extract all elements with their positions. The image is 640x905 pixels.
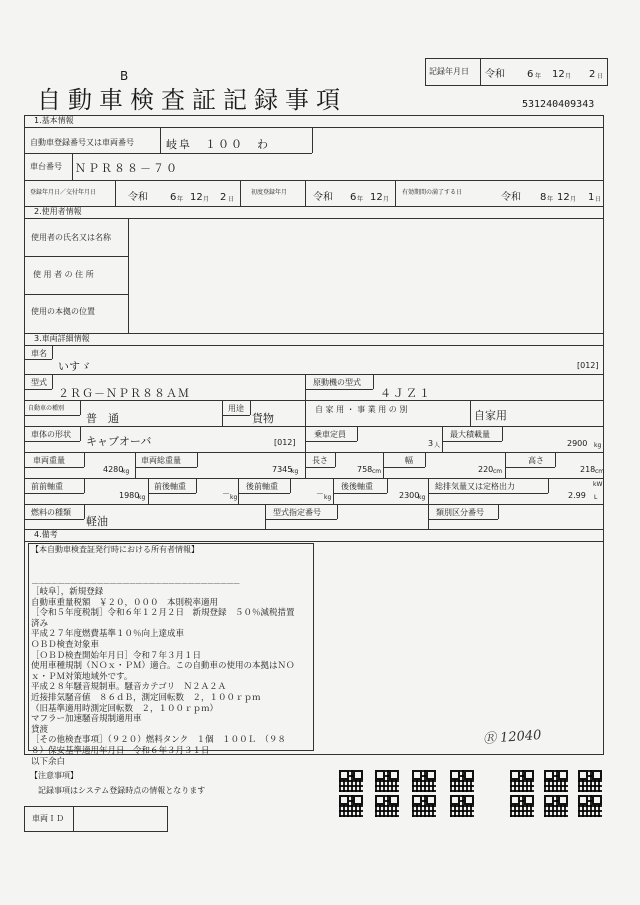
front-rear-axle-label: 前後軸重 xyxy=(154,482,186,491)
displacement-value: 2.99 xyxy=(568,491,586,500)
qr-code-9 xyxy=(510,770,534,792)
rear-rear-axle-unit: kg xyxy=(418,494,426,501)
expiry-y: 年 xyxy=(547,196,554,203)
qr-code-3 xyxy=(412,770,436,792)
body-shape-label: 車体の形状 xyxy=(31,430,71,439)
section-2-heading: 2.使用者情報 xyxy=(34,207,82,216)
section-3-heading: 3.車両詳細情報 xyxy=(34,334,90,343)
remark-line: マフラー加速騒音規制適用車 xyxy=(31,714,142,725)
engine-label: 原動機の型式 xyxy=(313,378,361,387)
expiry-day: 1 xyxy=(588,192,595,203)
reg-date-m: 月 xyxy=(203,196,210,203)
first-reg-month: 12 xyxy=(370,192,383,203)
front-front-axle-unit: kg xyxy=(138,494,146,501)
rear-rear-axle-value: 2300 xyxy=(399,491,420,500)
remarks-lines xyxy=(31,587,321,767)
remark-line: 使用車種規制（ＮＯｘ・ＰＭ）適合。この自動車の使用の本拠はＮＯ xyxy=(31,661,295,672)
length-unit: cm xyxy=(372,468,382,475)
record-date-m: 月 xyxy=(565,73,572,80)
kind-label: 自動車の種別 xyxy=(28,405,65,412)
handwritten-note: Ⓡ 12040 xyxy=(482,727,542,748)
make-label: 車名 xyxy=(31,349,47,358)
rear-front-axle-value: － xyxy=(316,489,324,498)
qr-code-2 xyxy=(375,770,399,792)
page-title: 自動車検査証記録事項 xyxy=(37,86,347,114)
first-reg-era: 令和 xyxy=(313,192,333,203)
capacity-label: 乗車定員 xyxy=(314,430,346,439)
kind-value: 普 通 xyxy=(86,412,119,425)
record-date-month: 12 xyxy=(552,69,565,80)
vehicle-weight-value: 4280 xyxy=(103,465,124,474)
height-value: 218 xyxy=(580,465,596,474)
qr-code-8 xyxy=(450,795,474,817)
displacement-unit-l: L xyxy=(594,494,598,501)
max-load-value: 2900 xyxy=(567,439,588,448)
displacement-unit-kw: kW xyxy=(593,481,603,488)
displacement-label: 総排気量又は定格出力 xyxy=(435,482,515,491)
base-location-label: 使用の本拠の位置 xyxy=(31,307,95,316)
qr-code-13 xyxy=(544,795,568,817)
expiry-year: 8 xyxy=(540,192,547,203)
first-reg-m: 月 xyxy=(383,196,390,203)
vehicle-id-label: 車両ＩＤ xyxy=(32,814,64,823)
remark-line: ｘ・ＰＭ対策地域外です。 xyxy=(31,671,133,682)
notes-heading: 【注意事項】 xyxy=(30,771,78,780)
remark-line: ［岐阜］，新規登録 xyxy=(31,587,104,597)
remark-line: 平成２７年度燃費基準１０％向上達成車 xyxy=(31,629,185,640)
notes-text: 記録事項はシステム登録時点の情報となります xyxy=(38,786,206,795)
vehicle-weight-label: 車両重量 xyxy=(33,456,65,465)
fuel-value: 軽油 xyxy=(86,515,108,528)
remark-line: 以下余白 xyxy=(31,756,66,767)
height-label: 高さ xyxy=(528,456,544,465)
height-unit: cm xyxy=(595,468,605,475)
expiry-d: 日 xyxy=(595,196,602,203)
qr-code-4 xyxy=(450,770,474,792)
record-date-d: 日 xyxy=(597,73,604,80)
record-date-day: 2 xyxy=(589,69,596,80)
reg-number-value: 岐阜 １００ わ xyxy=(166,138,270,151)
remark-line: ８）保安基準適用年月日 令和６年３月３１日 xyxy=(31,745,210,756)
section-1-heading: 1.基本情報 xyxy=(34,116,74,125)
rear-rear-axle-label: 後後軸重 xyxy=(341,482,373,491)
chassis-value: ＮＰＲ８８－７０ xyxy=(75,162,179,175)
engine-value: ４ＪＺ１ xyxy=(380,387,432,400)
remark-line: 平成２８年騒音規制車。騒音カテゴリ Ｎ２Ａ２Ａ xyxy=(31,682,227,693)
length-value: 758 xyxy=(357,465,373,474)
reg-date-d: 日 xyxy=(228,196,235,203)
front-rear-axle-value: － xyxy=(222,489,230,498)
qr-code-14 xyxy=(578,795,602,817)
gross-weight-unit: kg xyxy=(291,468,299,475)
remark-line: （旧基準適用時測定回転数 ２，１００ｒｐｍ） xyxy=(31,703,219,714)
first-reg-year: 6 xyxy=(350,192,357,203)
qr-code-12 xyxy=(510,795,534,817)
expiry-month: 12 xyxy=(557,192,570,203)
reg-date-era: 令和 xyxy=(128,192,148,203)
remark-line: 自動車重量税額 ￥２０，０００ 本則税率適用 xyxy=(31,597,219,608)
remark-line: 近接排気騒音値 ８６ｄＢ，測定回転数 ２，１００ｒｐｍ xyxy=(31,692,261,703)
front-front-axle-value: 1980 xyxy=(119,491,140,500)
qr-code-10 xyxy=(544,770,568,792)
max-load-unit: kg xyxy=(594,442,602,449)
make-code: [012] xyxy=(577,361,599,370)
make-value: いすゞ xyxy=(58,360,91,373)
rear-front-axle-unit: kg xyxy=(324,494,332,501)
gross-weight-label: 車両総重量 xyxy=(141,456,181,465)
record-date-label: 記録年月日 xyxy=(429,67,469,76)
remark-line: 済み xyxy=(31,618,49,629)
record-date-era: 令和 xyxy=(485,69,505,80)
use-value: 貨物 xyxy=(252,412,274,425)
body-shape-value: キャブオーバ xyxy=(86,435,152,448)
front-rear-axle-unit: kg xyxy=(230,494,238,501)
remark-line: 貸渡 xyxy=(31,724,49,735)
reg-date-year: 6 xyxy=(170,192,177,203)
dash-line: －－－－－－－－－－－－－－－－－－－－－－－－－－－－－－－－ xyxy=(31,579,239,588)
model-value: ２ＲＧ－ＮＰＲ８８ＡＭ xyxy=(58,387,190,400)
use-label: 用途 xyxy=(228,404,244,413)
qr-code-11 xyxy=(578,770,602,792)
reg-date-month: 12 xyxy=(190,192,203,203)
section-4-heading: 4.備考 xyxy=(34,530,58,539)
expiry-era: 令和 xyxy=(501,192,521,203)
body-shape-code: [012] xyxy=(274,438,296,447)
gross-weight-value: 7345 xyxy=(272,465,293,474)
user-address-label: 使 用 者 の 住 所 xyxy=(33,270,94,279)
capacity-value: 3 xyxy=(428,439,434,448)
qr-code-7 xyxy=(412,795,436,817)
private-value: 自家用 xyxy=(474,409,507,422)
fuel-label: 燃料の種類 xyxy=(31,508,71,517)
width-unit: cm xyxy=(493,468,503,475)
user-name-label: 使用者の氏名又は名称 xyxy=(31,233,111,242)
width-label: 幅 xyxy=(405,456,413,465)
first-reg-y: 年 xyxy=(357,196,364,203)
width-value: 220 xyxy=(478,465,494,474)
designation-number-label: 型式指定番号 xyxy=(273,508,321,517)
front-front-axle-label: 前前軸重 xyxy=(31,482,63,491)
chassis-label: 車台番号 xyxy=(30,162,62,171)
reg-date-day: 2 xyxy=(220,192,227,203)
vehicle-weight-unit: kg xyxy=(122,468,130,475)
remark-line: ＯＢＤ検査対象車 xyxy=(31,639,100,650)
owner-info-heading: 【本自動車検査証発行時における所有者情報】 xyxy=(31,545,199,554)
remark-line: ［その他検査事項］（９２０）燃料タンク １個 １００Ｌ （９８ xyxy=(31,735,286,746)
reg-number-label: 自動車登録番号又は車両番号 xyxy=(30,138,134,147)
private-label: 自 家 用 ・ 事 業 用 の 別 xyxy=(315,405,408,414)
doc-number: 531240409343 xyxy=(522,99,595,110)
remark-line: ［ＯＢＤ検査開始年月日］令和７年３月１日 xyxy=(31,650,202,661)
max-load-label: 最大積載量 xyxy=(450,430,490,439)
remark-line: ［令和５年度税制］令和６年１２月２日 新規登録 ５０％減税措置 xyxy=(31,608,295,619)
expiry-label: 有効期間の満了する日 xyxy=(402,189,463,196)
qr-code-6 xyxy=(375,795,399,817)
qr-code-1 xyxy=(339,770,363,792)
qr-code-5 xyxy=(339,795,363,817)
expiry-m: 月 xyxy=(570,196,577,203)
first-reg-label: 初度登録年月 xyxy=(251,189,288,196)
record-date-y: 年 xyxy=(535,73,542,80)
rear-front-axle-label: 後前軸重 xyxy=(246,482,278,491)
model-label: 型式 xyxy=(31,378,47,387)
reg-date-label: 登録年月日／交付年月日 xyxy=(30,189,97,196)
reg-date-y: 年 xyxy=(177,196,184,203)
record-date-year: 6 xyxy=(527,69,534,80)
length-label: 長さ xyxy=(312,456,328,465)
category-number-label: 類別区分番号 xyxy=(436,508,484,517)
capacity-unit: 人 xyxy=(434,442,441,449)
mark-b: B xyxy=(120,69,129,83)
